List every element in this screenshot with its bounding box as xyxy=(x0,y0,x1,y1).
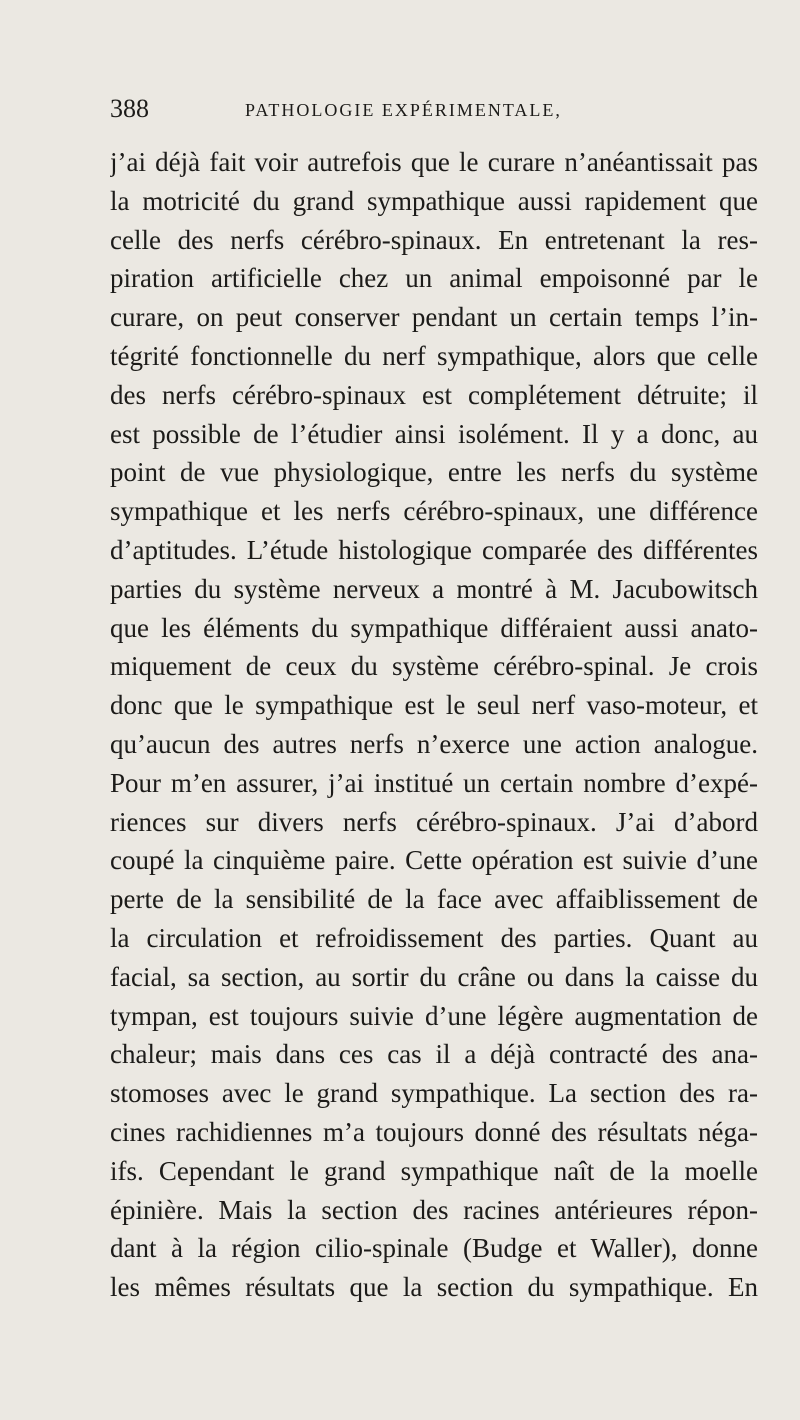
text-line: piration artificielle chez un animal empoisonné par le xyxy=(110,263,758,294)
text-line: stomoses avec le grand sympathique. La section des ra- xyxy=(110,1078,758,1109)
text-line: coupé la cinquième paire. Cette opération est suivie d’une xyxy=(110,845,758,876)
page-number: 388 xyxy=(110,94,149,123)
text-line: tégrité fonctionnelle du nerf sympathique, alors que celle xyxy=(110,340,758,371)
text-line: parties du système nerveux a montré à M. Jacubowitsch xyxy=(110,573,758,604)
text-line: dant à la région cilio-spinale (Budge et Waller), donne xyxy=(110,1233,758,1264)
text-line: des nerfs cérébro-spinaux est complétement détruite; il xyxy=(110,379,758,410)
text-line: qu’aucun des autres nerfs n’exerce une action analogue. xyxy=(110,728,758,759)
text-line: la motricité du grand sympathique aussi rapidement que xyxy=(110,185,758,216)
text-line: curare, on peut conserver pendant un certain temps l’in- xyxy=(110,302,758,333)
text-line: épinière. Mais la section des racines antérieures répon- xyxy=(110,1194,758,1225)
page-header xyxy=(110,94,750,128)
text-line: tympan, est toujours suivie d’une légère augmentation de xyxy=(110,1000,758,1031)
body-text xyxy=(110,143,758,1307)
text-line: j’ai déjà fait voir autrefois que le curare n’anéantissait pas xyxy=(110,147,758,177)
text-line: Pour m’en assurer, j’ai institué un certain nombre d’expé- xyxy=(110,767,758,798)
text-line: riences sur divers nerfs cérébro-spinaux. J’ai d’abord xyxy=(110,806,758,837)
text-line: ifs. Cependant le grand sympathique naît de la moelle xyxy=(110,1155,758,1186)
text-line: facial, sa section, au sortir du crâne ou dans la caisse du xyxy=(110,961,758,992)
running-head: PATHOLOGIE EXPÉRIMENTALE, xyxy=(245,100,562,120)
text-line: chaleur; mais dans ces cas il a déjà contracté des ana- xyxy=(110,1039,758,1070)
text-line: donc que le sympathique est le seul nerf vaso-moteur, et xyxy=(110,690,758,721)
text-line: les mêmes résultats que la section du sympathique. En xyxy=(110,1272,758,1303)
text-line: cines rachidiennes m’a toujours donné des résultats néga- xyxy=(110,1116,758,1147)
text-line: celle des nerfs cérébro-spinaux. En entretenant la res- xyxy=(110,224,758,255)
text-line: sympathique et les nerfs cérébro-spinaux, une différence xyxy=(110,496,758,527)
text-line: que les éléments du sympathique différaient aussi anato- xyxy=(110,612,758,643)
text-line: est possible de l’étudier ainsi isolément. Il y a donc, au xyxy=(110,418,758,449)
text-line: perte de la sensibilité de la face avec affaiblissement de xyxy=(110,884,758,915)
text-line: la circulation et refroidissement des parties. Quant au xyxy=(110,922,758,953)
text-line: miquement de ceux du système cérébro-spinal. Je crois xyxy=(110,651,758,682)
text-line: d’aptitudes. L’étude histologique comparée des différentes xyxy=(110,534,758,565)
text-line: point de vue physiologique, entre les nerfs du système xyxy=(110,457,758,488)
